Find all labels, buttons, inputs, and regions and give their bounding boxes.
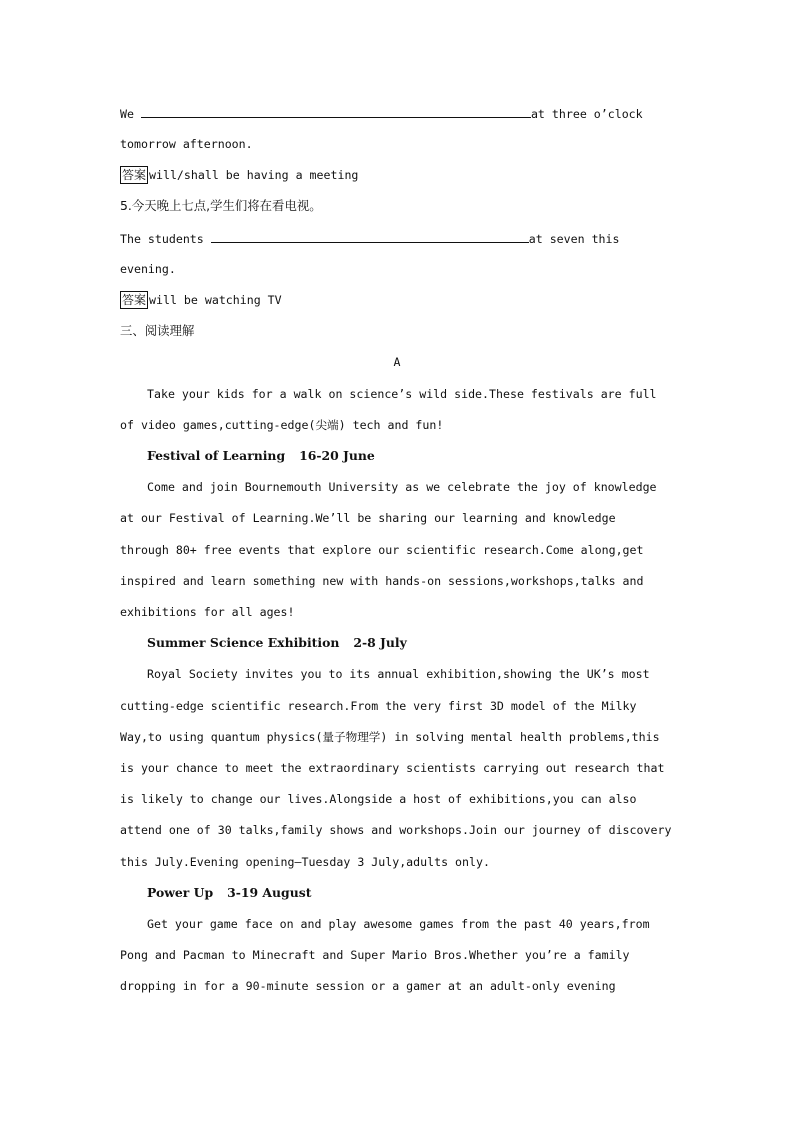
event-body-line: through 80+ free events that explore our scientific research.Come along,get [120,543,644,557]
event-heading-festival-of-learning: Festival of Learning 16-20 June [147,448,375,463]
event-heading-summer-science-exhibition: Summer Science Exhibition 2-8 July [147,635,407,650]
answer-label-box: 答案 [122,293,147,307]
section-title: 三、阅读理解 [120,323,195,338]
event-body-line: Royal Society invites you to its annual exhibition,showing the UK’s most [147,667,650,681]
event-body-line: at our Festival of Learning.We’ll be sharing our learning and knowledge [120,511,616,525]
event-heading-power-up: Power Up 3-19 August [147,885,312,900]
q5-answer-blank[interactable] [211,228,529,243]
event-body-line: Way,to using quantum physics(量子物理学) in solving mental health problems,this [120,730,660,744]
q5-answer [120,290,684,310]
q4-answer-blank[interactable] [141,103,531,118]
event-body-line: Come and join Bournemouth University as we celebrate the joy of knowledge [147,480,657,494]
event-body-line: exhibitions for all ages! [120,605,295,619]
event-body-line: is likely to change our lives.Alongside a host of exhibitions,you can also [120,792,637,806]
q5-prompt: 5.今天晚上七点,学生们将在看电视。 [120,198,322,213]
q5-sentence-line2: evening. [120,262,176,276]
answer-label-box: 答案 [122,168,147,182]
passage-letter: A [393,355,401,369]
event-body-line: Get your game face on and play awesome games from the past 40 years,from [147,917,650,931]
event-body-line: dropping in for a 90-minute session or a gamer at an adult-only evening [120,979,616,993]
q4-answer [120,165,684,185]
passage-intro-line: of video games,cutting-edge(尖端) tech and fun! [120,418,444,432]
q4-sentence-line2: tomorrow afternoon. [120,137,253,151]
event-body-line: inspired and learn something new with hands-on sessions,workshops,talks and [120,574,644,588]
q4-sentence-line1: We at three o’clock [120,103,684,123]
event-body-line: is your chance to meet the extraordinary scientists carrying out research that [120,761,665,775]
q5-answer-text: will be watching TV [149,293,282,307]
event-body-line: this July.Evening opening—Tuesday 3 July,adults only. [120,855,490,869]
event-body-line: cutting-edge scientific research.From the very first 3D model of the Milky [120,699,637,713]
q5-sentence-line1: The students at seven this [120,228,684,248]
q4-answer-text: will/shall be having a meeting [149,168,359,182]
event-body-line: attend one of 30 talks,family shows and workshops.Join our journey of discovery [120,823,672,837]
event-body-line: Pong and Pacman to Minecraft and Super Mario Bros.Whether you’re a family [120,948,630,962]
passage-intro-line: Take your kids for a walk on science’s wild side.These festivals are full [147,387,657,401]
